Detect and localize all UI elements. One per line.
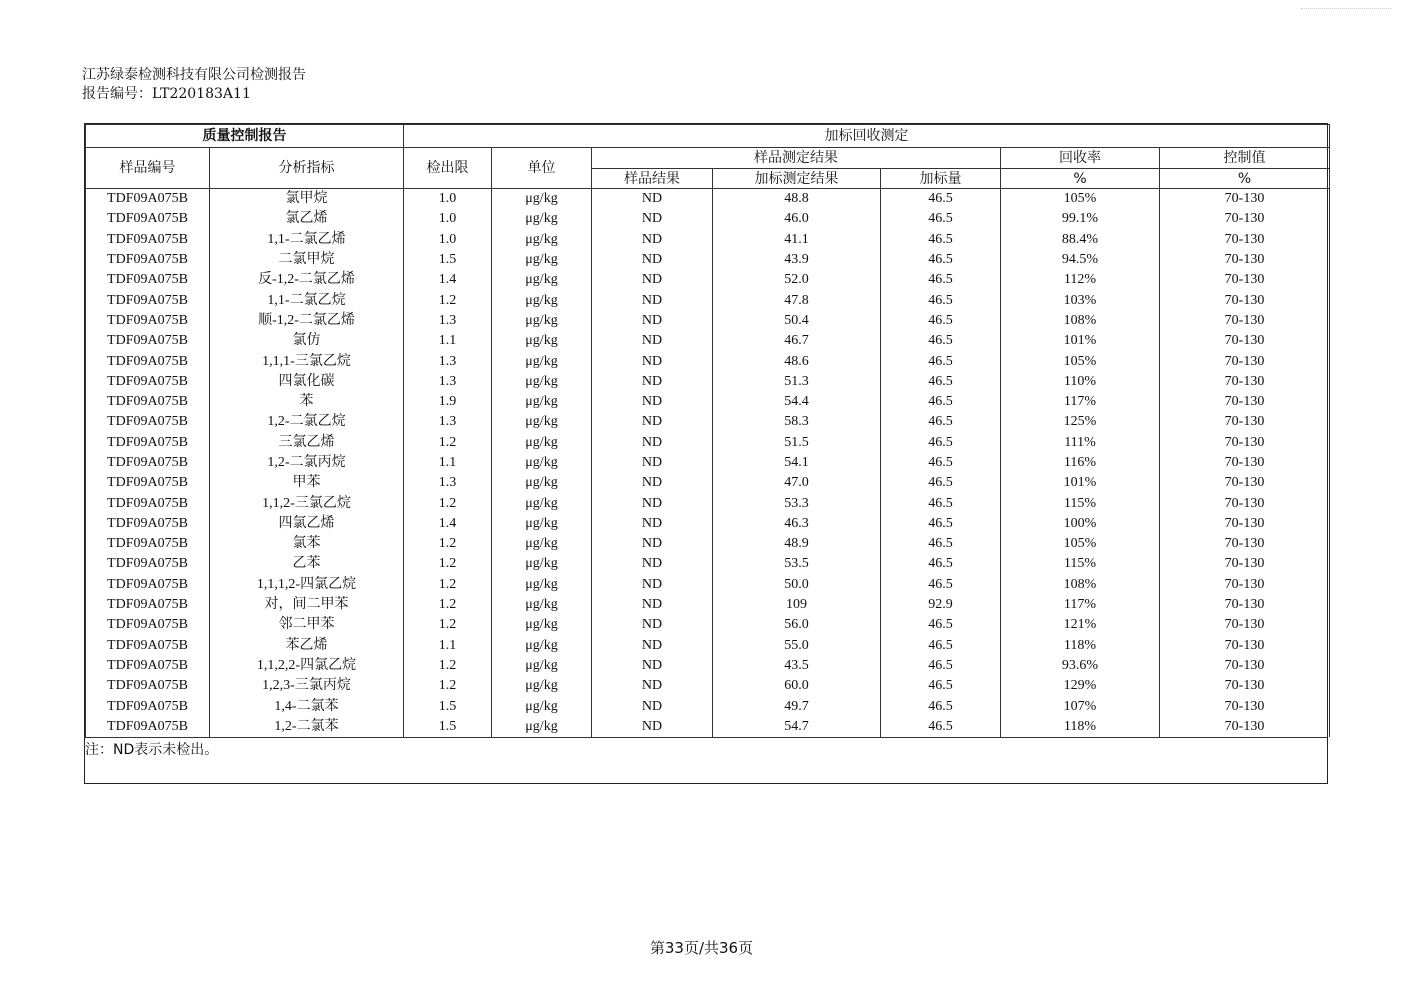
- control-value-cell: 70-130: [1160, 412, 1330, 432]
- sample-result-cell: ND: [592, 615, 713, 635]
- recovery-cell: 121%: [1001, 615, 1160, 635]
- table-row: [86, 595, 1330, 615]
- detection-limit-cell: 1.3: [404, 473, 492, 493]
- header-sample-id: 样品编号: [86, 148, 210, 189]
- sample-id-cell: TDF09A075B: [86, 250, 210, 270]
- spike-amount-cell: 46.5: [881, 270, 1001, 290]
- unit-cell: μg/kg: [492, 493, 592, 513]
- spiked-result-cell: 51.5: [713, 433, 881, 453]
- recovery-cell: 108%: [1001, 575, 1160, 595]
- table-row: [86, 392, 1330, 412]
- spiked-result-cell: 52.0: [713, 270, 881, 290]
- sample-id-cell: TDF09A075B: [86, 514, 210, 534]
- detection-limit-cell: 1.5: [404, 696, 492, 716]
- control-value-cell: 70-130: [1160, 311, 1330, 331]
- sample-result-cell: ND: [592, 595, 713, 615]
- analyte-cell: 乙苯: [210, 554, 404, 574]
- control-value-cell: 70-130: [1160, 534, 1330, 554]
- spike-amount-cell: 46.5: [881, 230, 1001, 250]
- unit-cell: μg/kg: [492, 412, 592, 432]
- table-row: [86, 270, 1330, 290]
- spike-amount-cell: 46.5: [881, 250, 1001, 270]
- recovery-cell: 108%: [1001, 311, 1160, 331]
- recovery-cell: 117%: [1001, 595, 1160, 615]
- spiked-result-cell: 54.4: [713, 392, 881, 412]
- detection-limit-cell: 1.1: [404, 331, 492, 351]
- detection-limit-cell: 1.2: [404, 656, 492, 676]
- unit-cell: μg/kg: [492, 290, 592, 310]
- analyte-cell: 三氯乙烯: [210, 433, 404, 453]
- spiked-result-cell: 54.7: [713, 717, 881, 737]
- sample-result-cell: ND: [592, 392, 713, 412]
- recovery-cell: 105%: [1001, 534, 1160, 554]
- unit-cell: μg/kg: [492, 311, 592, 331]
- spike-amount-cell: 46.5: [881, 615, 1001, 635]
- page-number: 第33页/共36页: [649, 939, 754, 957]
- sample-result-cell: ND: [592, 473, 713, 493]
- analyte-cell: 氯仿: [210, 331, 404, 351]
- detection-limit-cell: 1.2: [404, 676, 492, 696]
- table-row: [86, 250, 1330, 270]
- control-value-cell: 70-130: [1160, 676, 1330, 696]
- sample-result-cell: ND: [592, 351, 713, 371]
- analyte-cell: 对，间二甲苯: [210, 595, 404, 615]
- recovery-cell: 101%: [1001, 473, 1160, 493]
- recovery-cell: 116%: [1001, 453, 1160, 473]
- recovery-cell: 105%: [1001, 351, 1160, 371]
- control-value-cell: 70-130: [1160, 514, 1330, 534]
- sample-result-cell: ND: [592, 575, 713, 595]
- sample-result-cell: ND: [592, 554, 713, 574]
- table-row: [86, 209, 1330, 229]
- table-row: [86, 656, 1330, 676]
- table-row: [86, 331, 1330, 351]
- sample-result-cell: ND: [592, 311, 713, 331]
- analyte-cell: 氯苯: [210, 534, 404, 554]
- recovery-cell: 117%: [1001, 392, 1160, 412]
- analyte-cell: 邻二甲苯: [210, 615, 404, 635]
- spiked-result-cell: 46.3: [713, 514, 881, 534]
- analyte-cell: 甲苯: [210, 473, 404, 493]
- spiked-result-cell: 43.5: [713, 656, 881, 676]
- spike-amount-cell: 46.5: [881, 696, 1001, 716]
- control-value-cell: 70-130: [1160, 717, 1330, 737]
- analyte-cell: 1,1-二氯乙烷: [210, 290, 404, 310]
- analyte-cell: 顺-1,2-二氯乙烯: [210, 311, 404, 331]
- unit-cell: μg/kg: [492, 636, 592, 656]
- spike-amount-cell: 46.5: [881, 656, 1001, 676]
- unit-cell: μg/kg: [492, 717, 592, 737]
- spiked-result-cell: 109: [713, 595, 881, 615]
- sample-id-cell: TDF09A075B: [86, 412, 210, 432]
- recovery-cell: 125%: [1001, 412, 1160, 432]
- spiked-result-cell: 53.5: [713, 554, 881, 574]
- unit-cell: μg/kg: [492, 615, 592, 635]
- header-sample-results-group: 样品测定结果: [592, 148, 1001, 169]
- header-detection-limit: 检出限: [404, 148, 492, 189]
- sample-id-cell: TDF09A075B: [86, 636, 210, 656]
- recovery-cell: 88.4%: [1001, 230, 1160, 250]
- analyte-cell: 苯: [210, 392, 404, 412]
- spiked-result-cell: 60.0: [713, 676, 881, 696]
- control-value-cell: 70-130: [1160, 493, 1330, 513]
- detection-limit-cell: 1.0: [404, 189, 492, 210]
- analyte-cell: 1,1,1,2-四氯乙烷: [210, 575, 404, 595]
- sample-id-cell: TDF09A075B: [86, 270, 210, 290]
- analyte-cell: 1,2-二氯丙烷: [210, 453, 404, 473]
- spike-amount-cell: 46.5: [881, 636, 1001, 656]
- table-row: [86, 473, 1330, 493]
- sample-result-cell: ND: [592, 230, 713, 250]
- analyte-cell: 四氯化碳: [210, 372, 404, 392]
- table-row: [86, 412, 1330, 432]
- sample-id-cell: TDF09A075B: [86, 595, 210, 615]
- sample-result-cell: ND: [592, 717, 713, 737]
- spiked-result-cell: 48.6: [713, 351, 881, 371]
- spiked-result-cell: 48.8: [713, 189, 881, 210]
- company-title: 江苏绿泰检测科技有限公司检测报告: [82, 67, 306, 83]
- unit-cell: μg/kg: [492, 230, 592, 250]
- control-value-cell: 70-130: [1160, 615, 1330, 635]
- sample-id-cell: TDF09A075B: [86, 209, 210, 229]
- table-row: [86, 189, 1330, 210]
- detection-limit-cell: 1.1: [404, 636, 492, 656]
- detection-limit-cell: 1.2: [404, 595, 492, 615]
- analyte-cell: 1,4-二氯苯: [210, 696, 404, 716]
- header-recovery-unit: %: [1001, 169, 1160, 189]
- sample-id-cell: TDF09A075B: [86, 372, 210, 392]
- control-value-cell: 70-130: [1160, 331, 1330, 351]
- sample-id-cell: TDF09A075B: [86, 433, 210, 453]
- sample-result-cell: ND: [592, 636, 713, 656]
- recovery-cell: 112%: [1001, 270, 1160, 290]
- spiked-result-cell: 48.9: [713, 534, 881, 554]
- table-row: [86, 676, 1330, 696]
- table-row: [86, 615, 1330, 635]
- spike-amount-cell: 46.5: [881, 514, 1001, 534]
- sample-result-cell: ND: [592, 209, 713, 229]
- table-row: [86, 554, 1330, 574]
- sample-id-cell: TDF09A075B: [86, 534, 210, 554]
- analyte-cell: 二氯甲烷: [210, 250, 404, 270]
- detection-limit-cell: 1.5: [404, 250, 492, 270]
- detection-limit-cell: 1.3: [404, 311, 492, 331]
- analyte-cell: 四氯乙烯: [210, 514, 404, 534]
- recovery-cell: 105%: [1001, 189, 1160, 210]
- recovery-cell: 129%: [1001, 676, 1160, 696]
- unit-cell: μg/kg: [492, 534, 592, 554]
- qc-report-table-frame: [84, 123, 1328, 784]
- header-recovery: 回收率: [1001, 148, 1160, 169]
- spike-amount-cell: 46.5: [881, 209, 1001, 229]
- spike-amount-cell: 46.5: [881, 433, 1001, 453]
- recovery-cell: 118%: [1001, 717, 1160, 737]
- sample-id-cell: TDF09A075B: [86, 230, 210, 250]
- spike-amount-cell: 46.5: [881, 534, 1001, 554]
- detection-limit-cell: 1.3: [404, 372, 492, 392]
- sample-id-cell: TDF09A075B: [86, 676, 210, 696]
- sample-id-cell: TDF09A075B: [86, 311, 210, 331]
- spiked-result-cell: 41.1: [713, 230, 881, 250]
- sample-result-cell: ND: [592, 189, 713, 210]
- sample-id-cell: TDF09A075B: [86, 656, 210, 676]
- unit-cell: μg/kg: [492, 473, 592, 493]
- unit-cell: μg/kg: [492, 554, 592, 574]
- header-spike-amount: 加标量: [881, 169, 1001, 189]
- control-value-cell: 70-130: [1160, 250, 1330, 270]
- recovery-cell: 107%: [1001, 696, 1160, 716]
- control-value-cell: 70-130: [1160, 595, 1330, 615]
- table-row: [86, 453, 1330, 473]
- sample-id-cell: TDF09A075B: [86, 696, 210, 716]
- table-row: [86, 717, 1330, 737]
- control-value-cell: 70-130: [1160, 392, 1330, 412]
- sample-id-cell: TDF09A075B: [86, 493, 210, 513]
- control-value-cell: 70-130: [1160, 696, 1330, 716]
- sample-result-cell: ND: [592, 250, 713, 270]
- unit-cell: μg/kg: [492, 575, 592, 595]
- sample-result-cell: ND: [592, 412, 713, 432]
- sample-id-cell: TDF09A075B: [86, 554, 210, 574]
- control-value-cell: 70-130: [1160, 554, 1330, 574]
- detection-limit-cell: 1.2: [404, 493, 492, 513]
- table-row: [86, 290, 1330, 310]
- unit-cell: μg/kg: [492, 676, 592, 696]
- unit-cell: μg/kg: [492, 453, 592, 473]
- table-note: 注：ND表示未检出。: [85, 737, 1327, 783]
- table-row: [86, 534, 1330, 554]
- table-row: [86, 230, 1330, 250]
- qc-report-title: 质量控制报告: [86, 125, 404, 148]
- detection-limit-cell: 1.0: [404, 230, 492, 250]
- control-value-cell: 70-130: [1160, 372, 1330, 392]
- control-value-cell: 70-130: [1160, 433, 1330, 453]
- analyte-cell: 苯乙烯: [210, 636, 404, 656]
- sample-result-cell: ND: [592, 656, 713, 676]
- control-value-cell: 70-130: [1160, 453, 1330, 473]
- sample-result-cell: ND: [592, 270, 713, 290]
- sample-id-cell: TDF09A075B: [86, 717, 210, 737]
- table-row: [86, 636, 1330, 656]
- spike-recovery-title: 加标回收测定: [404, 125, 1330, 148]
- scan-edge-mark: [1301, 8, 1391, 19]
- control-value-cell: 70-130: [1160, 230, 1330, 250]
- sample-result-cell: ND: [592, 453, 713, 473]
- analyte-cell: 氯甲烷: [210, 189, 404, 210]
- spike-amount-cell: 46.5: [881, 351, 1001, 371]
- sample-result-cell: ND: [592, 696, 713, 716]
- spike-amount-cell: 46.5: [881, 392, 1001, 412]
- unit-cell: μg/kg: [492, 514, 592, 534]
- spike-amount-cell: 46.5: [881, 717, 1001, 737]
- qc-report-table: [85, 124, 1330, 737]
- spike-amount-cell: 46.5: [881, 493, 1001, 513]
- sample-id-cell: TDF09A075B: [86, 575, 210, 595]
- detection-limit-cell: 1.4: [404, 514, 492, 534]
- unit-cell: μg/kg: [492, 595, 592, 615]
- sample-id-cell: TDF09A075B: [86, 473, 210, 493]
- recovery-cell: 115%: [1001, 493, 1160, 513]
- spiked-result-cell: 54.1: [713, 453, 881, 473]
- header-unit: 单位: [492, 148, 592, 189]
- spiked-result-cell: 49.7: [713, 696, 881, 716]
- table-row: [86, 514, 1330, 534]
- unit-cell: μg/kg: [492, 372, 592, 392]
- detection-limit-cell: 1.2: [404, 575, 492, 595]
- unit-cell: μg/kg: [492, 250, 592, 270]
- recovery-cell: 115%: [1001, 554, 1160, 574]
- recovery-cell: 93.6%: [1001, 656, 1160, 676]
- unit-cell: μg/kg: [492, 331, 592, 351]
- unit-cell: μg/kg: [492, 433, 592, 453]
- header-sample-result: 样品结果: [592, 169, 713, 189]
- spike-amount-cell: 46.5: [881, 575, 1001, 595]
- header-control-value: 控制值: [1160, 148, 1330, 169]
- sample-result-cell: ND: [592, 514, 713, 534]
- detection-limit-cell: 1.2: [404, 615, 492, 635]
- sample-id-cell: TDF09A075B: [86, 351, 210, 371]
- detection-limit-cell: 1.4: [404, 270, 492, 290]
- recovery-cell: 100%: [1001, 514, 1160, 534]
- table-row: [86, 575, 1330, 595]
- analyte-cell: 1,1,1-三氯乙烷: [210, 351, 404, 371]
- spike-amount-cell: 92.9: [881, 595, 1001, 615]
- recovery-cell: 118%: [1001, 636, 1160, 656]
- unit-cell: μg/kg: [492, 392, 592, 412]
- detection-limit-cell: 1.1: [404, 453, 492, 473]
- control-value-cell: 70-130: [1160, 189, 1330, 210]
- control-value-cell: 70-130: [1160, 270, 1330, 290]
- spike-amount-cell: 46.5: [881, 676, 1001, 696]
- recovery-cell: 94.5%: [1001, 250, 1160, 270]
- sample-id-cell: TDF09A075B: [86, 189, 210, 210]
- spiked-result-cell: 53.3: [713, 493, 881, 513]
- unit-cell: μg/kg: [492, 351, 592, 371]
- analyte-cell: 1,2,3-三氯丙烷: [210, 676, 404, 696]
- analyte-cell: 1,1,2-三氯乙烷: [210, 493, 404, 513]
- analyte-cell: 1,2-二氯乙烷: [210, 412, 404, 432]
- spiked-result-cell: 43.9: [713, 250, 881, 270]
- detection-limit-cell: 1.5: [404, 717, 492, 737]
- report-header: [82, 66, 306, 104]
- header-analyte: 分析指标: [210, 148, 404, 189]
- table-row: [86, 311, 1330, 331]
- spiked-result-cell: 46.7: [713, 331, 881, 351]
- sample-id-cell: TDF09A075B: [86, 453, 210, 473]
- detection-limit-cell: 1.0: [404, 209, 492, 229]
- spiked-result-cell: 50.0: [713, 575, 881, 595]
- spike-amount-cell: 46.5: [881, 311, 1001, 331]
- spiked-result-cell: 58.3: [713, 412, 881, 432]
- sample-result-cell: ND: [592, 433, 713, 453]
- sample-result-cell: ND: [592, 534, 713, 554]
- recovery-cell: 103%: [1001, 290, 1160, 310]
- spike-amount-cell: 46.5: [881, 453, 1001, 473]
- sample-result-cell: ND: [592, 493, 713, 513]
- unit-cell: μg/kg: [492, 209, 592, 229]
- detection-limit-cell: 1.3: [404, 412, 492, 432]
- analyte-cell: 反-1,2-二氯乙烯: [210, 270, 404, 290]
- qc-table-body: [86, 189, 1330, 738]
- unit-cell: μg/kg: [492, 656, 592, 676]
- spiked-result-cell: 46.0: [713, 209, 881, 229]
- spike-amount-cell: 46.5: [881, 331, 1001, 351]
- detection-limit-cell: 1.2: [404, 290, 492, 310]
- control-value-cell: 70-130: [1160, 351, 1330, 371]
- analyte-cell: 1,1-二氯乙烯: [210, 230, 404, 250]
- table-row: [86, 372, 1330, 392]
- spike-amount-cell: 46.5: [881, 372, 1001, 392]
- sample-result-cell: ND: [592, 372, 713, 392]
- sample-result-cell: ND: [592, 331, 713, 351]
- table-row: [86, 433, 1330, 453]
- spike-amount-cell: 46.5: [881, 473, 1001, 493]
- control-value-cell: 70-130: [1160, 473, 1330, 493]
- report-number: 报告编号：LT220183A11: [82, 86, 251, 102]
- detection-limit-cell: 1.2: [404, 554, 492, 574]
- control-value-cell: 70-130: [1160, 575, 1330, 595]
- sample-id-cell: TDF09A075B: [86, 331, 210, 351]
- spiked-result-cell: 56.0: [713, 615, 881, 635]
- detection-limit-cell: 1.2: [404, 433, 492, 453]
- control-value-cell: 70-130: [1160, 636, 1330, 656]
- analyte-cell: 1,1,2,2-四氯乙烷: [210, 656, 404, 676]
- detection-limit-cell: 1.2: [404, 534, 492, 554]
- recovery-cell: 101%: [1001, 331, 1160, 351]
- spiked-result-cell: 51.3: [713, 372, 881, 392]
- unit-cell: μg/kg: [492, 189, 592, 210]
- spike-amount-cell: 46.5: [881, 290, 1001, 310]
- table-row: [86, 351, 1330, 371]
- header-spiked-result: 加标测定结果: [713, 169, 881, 189]
- detection-limit-cell: 1.3: [404, 351, 492, 371]
- control-value-cell: 70-130: [1160, 209, 1330, 229]
- unit-cell: μg/kg: [492, 270, 592, 290]
- spiked-result-cell: 47.0: [713, 473, 881, 493]
- table-row: [86, 493, 1330, 513]
- spiked-result-cell: 50.4: [713, 311, 881, 331]
- spiked-result-cell: 55.0: [713, 636, 881, 656]
- header-control-unit: %: [1160, 169, 1330, 189]
- detection-limit-cell: 1.9: [404, 392, 492, 412]
- unit-cell: μg/kg: [492, 696, 592, 716]
- sample-id-cell: TDF09A075B: [86, 392, 210, 412]
- analyte-cell: 氯乙烯: [210, 209, 404, 229]
- sample-result-cell: ND: [592, 676, 713, 696]
- control-value-cell: 70-130: [1160, 290, 1330, 310]
- sample-id-cell: TDF09A075B: [86, 615, 210, 635]
- spike-amount-cell: 46.5: [881, 189, 1001, 210]
- sample-id-cell: TDF09A075B: [86, 290, 210, 310]
- analyte-cell: 1,2-二氯苯: [210, 717, 404, 737]
- spiked-result-cell: 47.8: [713, 290, 881, 310]
- recovery-cell: 99.1%: [1001, 209, 1160, 229]
- table-row: [86, 696, 1330, 716]
- recovery-cell: 110%: [1001, 372, 1160, 392]
- sample-result-cell: ND: [592, 290, 713, 310]
- spike-amount-cell: 46.5: [881, 412, 1001, 432]
- spike-amount-cell: 46.5: [881, 554, 1001, 574]
- recovery-cell: 111%: [1001, 433, 1160, 453]
- control-value-cell: 70-130: [1160, 656, 1330, 676]
